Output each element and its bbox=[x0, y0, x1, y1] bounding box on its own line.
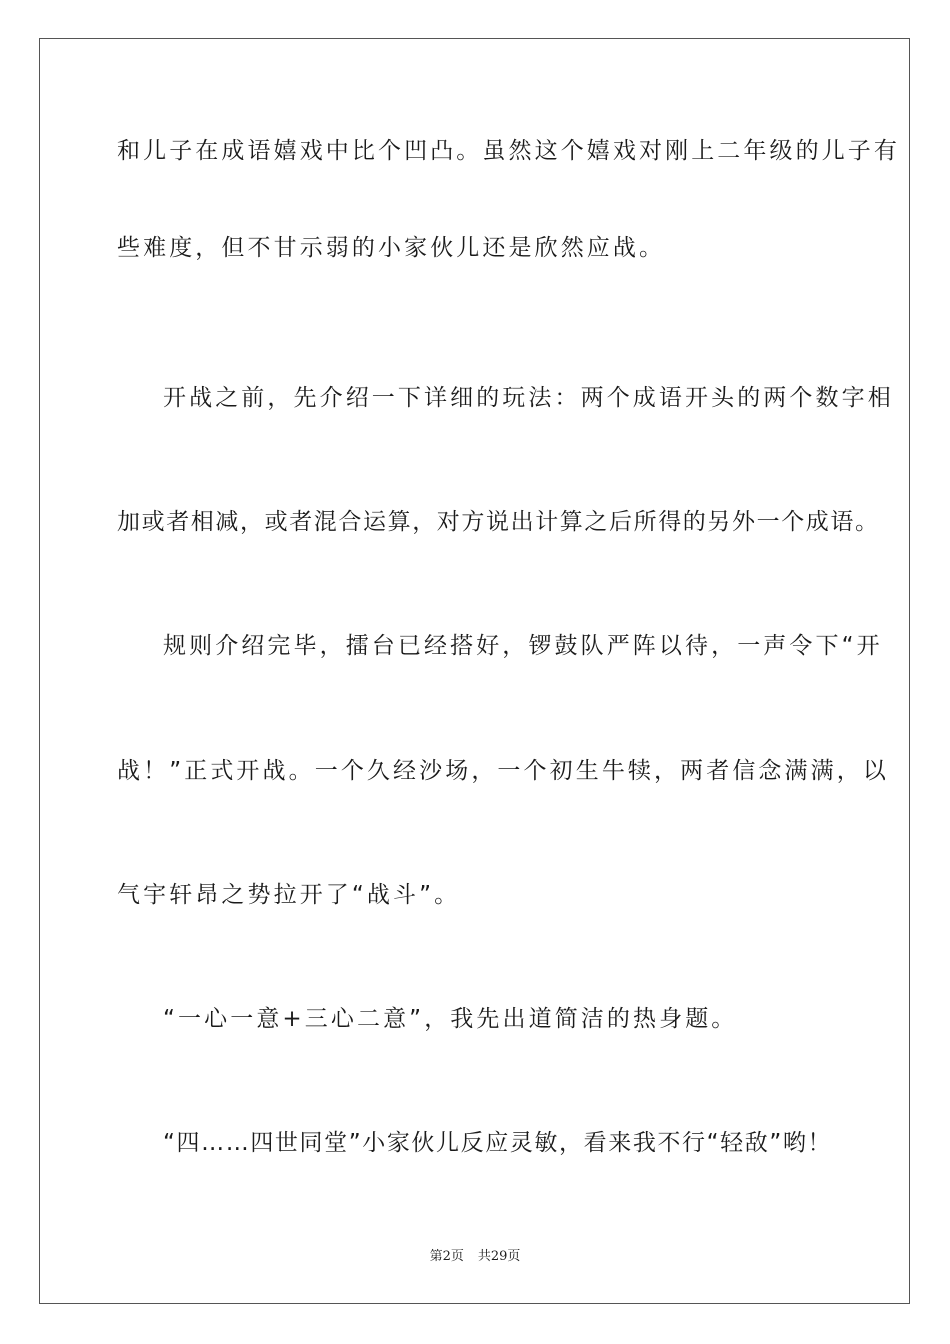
paragraph-line-6: 战！”正式开战。一个久经沙场，一个初生牛犊，两者信念满满，以 bbox=[117, 758, 889, 784]
page-footer bbox=[0, 1249, 950, 1265]
page-total: 共29页 bbox=[477, 1249, 521, 1264]
paragraph-line-5: 规则介绍完毕，擂台已经搭好，锣鼓队严阵以待，一声令下“开 bbox=[163, 633, 883, 659]
page-border bbox=[39, 38, 910, 1304]
paragraph-line-9: “四……四世同堂”小家伙儿反应灵敏，看来我不行“轻敌”哟！ bbox=[163, 1130, 833, 1156]
paragraph-line-3: 开战之前，先介绍一下详细的玩法：两个成语开头的两个数字相 bbox=[163, 385, 894, 411]
paragraph-line-1: 和儿子在成语嬉戏中比个凹凸。虽然这个嬉戏对刚上二年级的儿子有 bbox=[117, 138, 900, 164]
paragraph-line-2: 些难度，但不甘示弱的小家伙儿还是欣然应战。 bbox=[117, 235, 666, 261]
paragraph-line-8: “一心一意+三心二意”，我先出道简洁的热身题。 bbox=[163, 1006, 738, 1032]
page-number: 第2页 bbox=[429, 1249, 464, 1264]
paragraph-line-7: 气宇轩昂之势拉开了“战斗”。 bbox=[117, 882, 461, 908]
paragraph-line-4: 加或者相减，或者混合运算，对方说出计算之后所得的另外一个成语。 bbox=[117, 509, 880, 535]
